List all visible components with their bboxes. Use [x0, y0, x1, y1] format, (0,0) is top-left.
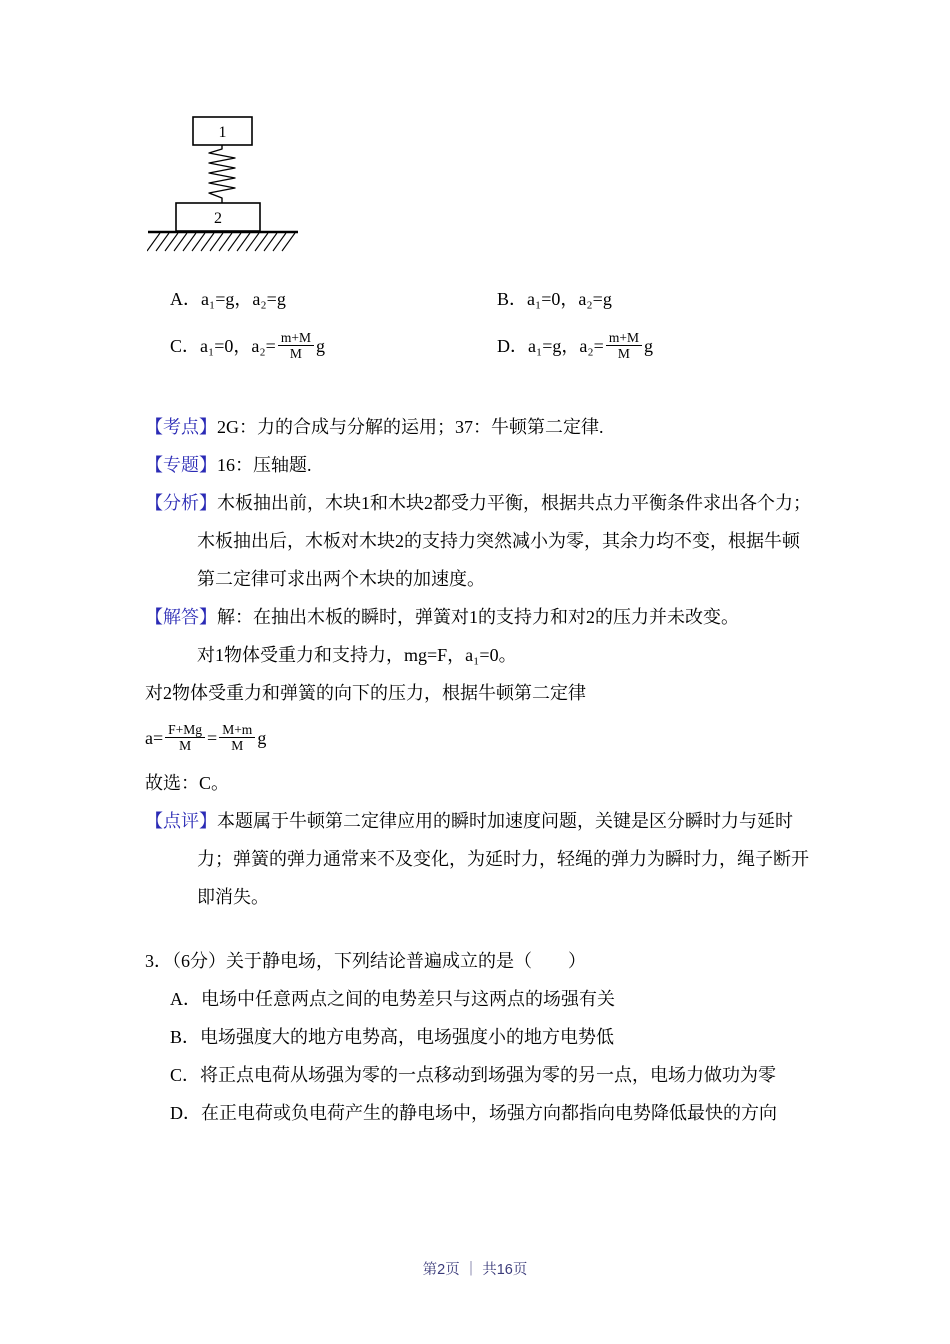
fraction-numerator: F+Mg: [165, 722, 205, 739]
acceleration-formula: [145, 712, 817, 764]
formula-equals: =: [207, 728, 218, 748]
zhuanti-line: [145, 446, 817, 484]
q2-options-row-cd: [145, 320, 817, 372]
q3-option-d: D．在正电荷或负电荷产生的静电场中，场强方向都指向电势降低最快的方向: [170, 1103, 777, 1123]
question-3: [145, 942, 817, 1132]
q2-option-c-pre: C．a₁=0，a₂=: [170, 336, 276, 356]
jieda-line2: 对1物体受重力和支持力，mg=F，a₁=0。: [197, 645, 517, 665]
fenxi-text: 木板抽出前，木块1和木块2都受力平衡，根据共点力平衡条件求出各个力；木板抽出后，木板对木块2的支持力突然减小为零，其余力均不变，根据牛顿第二定律可求出两个木块的加速度。: [197, 493, 811, 589]
jieda-line3: 对2物体受重力和弹簧的向下的压力，根据牛顿第二定律: [145, 683, 586, 703]
dianping-label: 【点评】: [145, 811, 217, 831]
page-footer: [0, 1258, 950, 1279]
dianping-paragraph: [145, 802, 817, 916]
dianping-text: 本题属于牛顿第二定律应用的瞬时加速度问题，关键是区分瞬时力与延时力；弹簧的弹力通常来不及变化，为延时力，轻绳的弹力为瞬时力，绳子断开即消失。: [197, 811, 809, 907]
ground-hatch: [147, 233, 295, 251]
fraction-denominator: M: [231, 738, 244, 754]
answer-conclusion: 故选：C。: [145, 773, 230, 793]
fraction-numerator: M+m: [219, 722, 255, 739]
q2-option-c-post: g: [315, 336, 325, 356]
q2-option-d-post: g: [643, 336, 653, 356]
page-content: [145, 0, 817, 1132]
formula-post: g: [257, 728, 267, 748]
q2-option-b: B．a₁=0，a₂=g: [497, 289, 612, 309]
q2-option-d: [497, 320, 653, 372]
fraction-numerator: m+M: [606, 330, 642, 347]
kaodian-label: 【考点】: [145, 417, 217, 437]
q2-options-row-ab: [145, 280, 817, 318]
fenxi-paragraph: [145, 484, 817, 598]
q3-option-b: B．电场强度大的地方电势高，电场强度小的地方电势低: [170, 1027, 615, 1047]
fraction-denominator: M: [289, 346, 302, 362]
spring-icon: [209, 145, 235, 203]
kaodian-text: 2G：力的合成与分解的运用；37：牛顿第二定律.: [217, 417, 604, 437]
q2-explanation: [145, 408, 817, 916]
fraction: [219, 722, 255, 754]
jieda-label: 【解答】: [145, 607, 217, 627]
diagram-svg: [147, 116, 357, 258]
q2-option-d-pre: D．a₁=g，a₂=: [497, 336, 604, 356]
q2-option-c: [170, 320, 497, 372]
formula-lhs: a=: [145, 728, 164, 748]
fenxi-label: 【分析】: [145, 493, 217, 513]
fraction-numerator: m+M: [278, 330, 314, 347]
fraction: [278, 330, 314, 362]
q3-option-c: C．将正点电荷从场强为零的一点移动到场强为零的另一点，电场力做功为零: [170, 1065, 777, 1085]
zhuanti-label: 【专题】: [145, 455, 217, 475]
jieda-line1-text: 解：在抽出木板的瞬时，弹簧对1的支持力和对2的压力并未改变。: [217, 607, 739, 627]
jieda-line1: [145, 598, 817, 636]
physics-diagram: [147, 116, 817, 258]
fraction-denominator: M: [617, 346, 630, 362]
kaodian-line: [145, 408, 817, 446]
fraction: [606, 330, 642, 362]
fraction: [165, 722, 205, 754]
footer-total-pages: 共16页: [482, 1262, 528, 1278]
footer-current-page: 第2页: [422, 1262, 460, 1278]
block-2-label: 2: [214, 210, 222, 227]
q2-option-a: A．a₁=g，a₂=g: [170, 289, 286, 309]
fraction-denominator: M: [179, 738, 192, 754]
block-1-label: 1: [218, 124, 227, 141]
q3-stem: 3．（6分）关于静电场，下列结论普遍成立的是（ ）: [145, 951, 586, 971]
footer-separator: ｜: [463, 1262, 479, 1278]
q3-option-a: A．电场中任意两点之间的电势差只与这两点的场强有关: [170, 989, 615, 1009]
zhuanti-text: 16：压轴题.: [217, 455, 312, 475]
